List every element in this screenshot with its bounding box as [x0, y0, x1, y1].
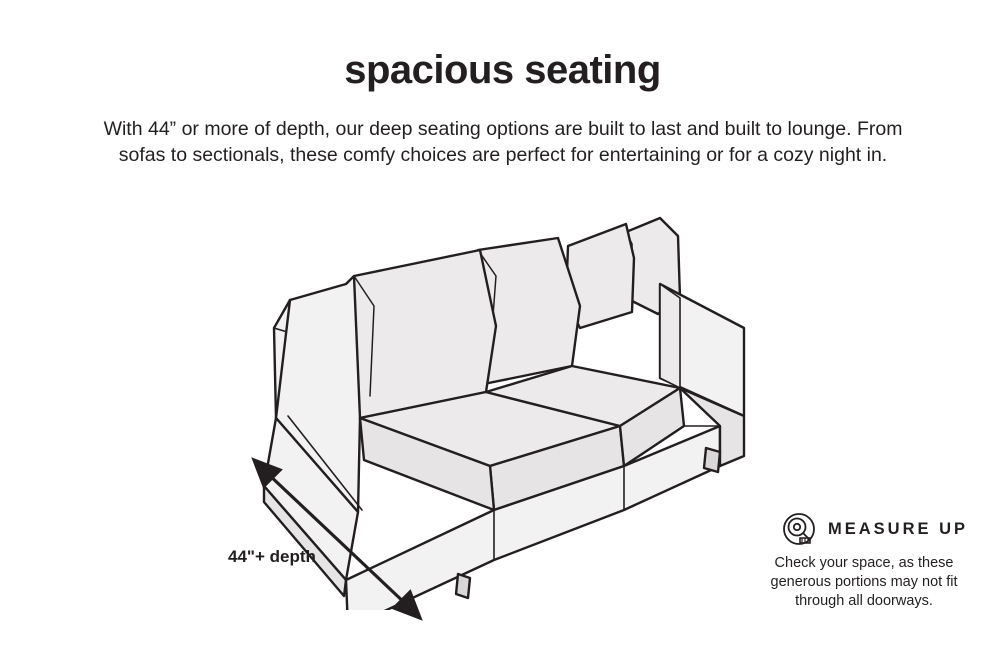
depth-dimension-label: 44"+ depth [228, 547, 316, 566]
depth-arrow [220, 440, 450, 630]
tape-measure-icon [782, 512, 816, 546]
page-title: spacious seating [344, 48, 661, 92]
measure-up-title: MEASURE UP [828, 519, 969, 538]
measure-up-note-line-1: Check your space, as these [774, 555, 954, 571]
description-text: With 44” or more of depth, our deep seating options are built to last and built to lounge. From sofas to sectionals, these comfy choices are perfect for entertaining or for a cozy night in. [103, 118, 903, 166]
measure-up-note-line-3: through all doorways. [795, 593, 933, 609]
measure-up-note-line-2: generous portions may not fit [770, 574, 958, 590]
measure-up-note [744, 554, 984, 611]
measure-up-heading [782, 512, 984, 546]
measure-up-block [744, 512, 984, 611]
